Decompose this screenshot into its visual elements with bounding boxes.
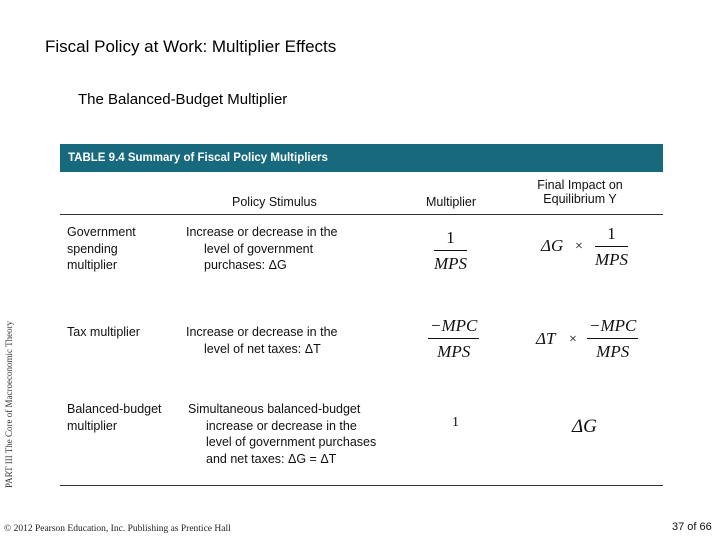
table-caption-bar bbox=[60, 144, 663, 172]
header-divider bbox=[60, 214, 663, 215]
header-final-impact-line1: Final Impact on bbox=[537, 178, 623, 192]
stimulus-line: purchases: ΔG bbox=[204, 258, 287, 272]
fraction-numerator: 1 bbox=[446, 228, 455, 247]
row-tax-impact-prefix: ΔT bbox=[536, 329, 556, 348]
row-name-line: Balanced-budget bbox=[67, 402, 162, 416]
row-name-line: Tax multiplier bbox=[67, 325, 140, 339]
row-government-spending-stimulus bbox=[186, 224, 337, 274]
fraction-denominator: MPS bbox=[437, 342, 471, 361]
stimulus-line: increase or decrease in the bbox=[206, 418, 357, 433]
row-tax-name bbox=[67, 324, 140, 341]
header-policy-stimulus: Policy Stimulus bbox=[232, 195, 317, 209]
fraction-denominator: MPS bbox=[596, 342, 630, 361]
stimulus-line: level of net taxes: ΔT bbox=[204, 341, 321, 356]
table-caption: TABLE 9.4 Summary of Fiscal Policy Multipliers bbox=[68, 152, 328, 164]
header-multiplier: Multiplier bbox=[426, 195, 477, 209]
stimulus-line: Simultaneous balanced-budget bbox=[188, 402, 361, 416]
fraction-numerator: 1 bbox=[607, 224, 616, 243]
table-bottom-divider bbox=[60, 485, 663, 486]
stimulus-line: level of government bbox=[204, 241, 314, 256]
row-tax-multiplier bbox=[428, 316, 479, 362]
row-balanced-budget-multiplier: 1 bbox=[452, 415, 459, 430]
times-symbol: × bbox=[569, 332, 577, 347]
times-symbol: × bbox=[575, 239, 583, 254]
fraction-denominator: MPS bbox=[434, 254, 468, 273]
row-government-spending-impact-fraction bbox=[595, 224, 628, 270]
row-government-spending-multiplier bbox=[434, 228, 467, 274]
stimulus-line: level of government purchases bbox=[206, 435, 377, 449]
row-balanced-budget-impact: ΔG bbox=[572, 416, 597, 437]
slide-subtitle: The Balanced-Budget Multiplier bbox=[78, 91, 288, 108]
row-tax-stimulus bbox=[186, 324, 337, 357]
stimulus-line: Increase or decrease in the bbox=[186, 225, 338, 239]
row-balanced-budget-name bbox=[67, 401, 162, 434]
row-balanced-budget-stimulus bbox=[188, 401, 376, 467]
row-government-spending-name bbox=[67, 224, 136, 274]
header-final-impact bbox=[525, 178, 635, 206]
header-final-impact-line2: Equilibrium Y bbox=[543, 192, 617, 206]
row-tax-impact-fraction bbox=[587, 316, 638, 362]
slide-title: Fiscal Policy at Work: Multiplier Effects bbox=[45, 37, 337, 56]
row-name-line: multiplier bbox=[67, 258, 118, 272]
stimulus-line: and net taxes: ΔG = ΔT bbox=[206, 451, 337, 466]
row-name-line: Government bbox=[67, 225, 136, 239]
row-government-spending-impact-prefix: ΔG bbox=[541, 236, 564, 255]
copyright: © 2012 Pearson Education, Inc. Publishing as Prentice Hall bbox=[4, 524, 231, 534]
fraction-numerator: −MPC bbox=[430, 316, 478, 335]
stimulus-line: Increase or decrease in the bbox=[186, 325, 338, 339]
fraction-numerator: −MPC bbox=[589, 316, 637, 335]
row-name-line: multiplier bbox=[67, 418, 118, 433]
row-name-line: spending bbox=[67, 241, 118, 256]
page-number: 37 of 66 bbox=[672, 521, 712, 533]
part-side-label: PART III The Core of Macroeconomic Theory bbox=[4, 320, 14, 488]
fraction-denominator: MPS bbox=[595, 250, 629, 269]
